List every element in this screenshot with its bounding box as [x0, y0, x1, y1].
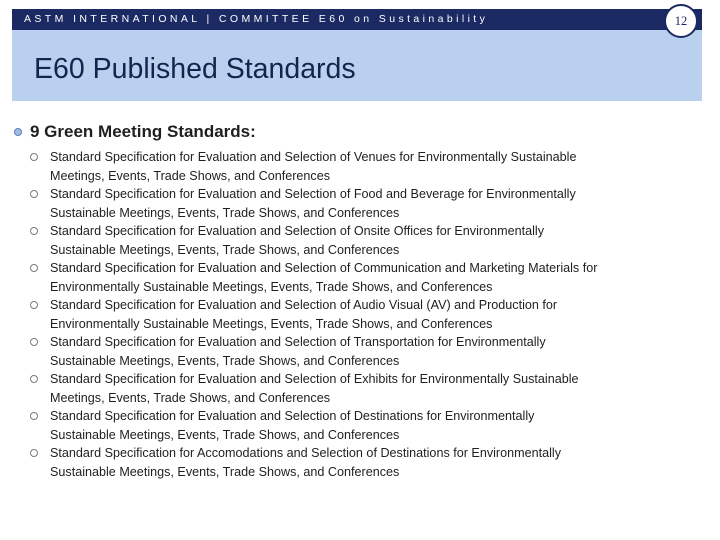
- list-item-line1: Standard Specification for Evaluation and Selection of Communication and Marketing Materials for: [50, 261, 598, 275]
- header-bar: [12, 9, 702, 30]
- list-item: [26, 333, 716, 370]
- list-item-line2: Environmentally Sustainable Meetings, Events, Trade Shows, and Conferences: [50, 316, 493, 331]
- list-item: [26, 185, 716, 222]
- list-item-line1: Standard Specification for Evaluation and Selection of Transportation for Environmentally: [50, 335, 546, 349]
- slide-number-badge: 12: [664, 4, 698, 38]
- list-item-line1: Standard Specification for Accomodations and Selection of Destinations for Environmentally: [50, 446, 562, 460]
- standards-list: [26, 148, 716, 481]
- list-item-line2: Environmentally Sustainable Meetings, Events, Trade Shows, and Conferences: [50, 279, 493, 294]
- bullet-ring-icon: [30, 227, 38, 235]
- list-item-line2: Sustainable Meetings, Events, Trade Shows, and Conferences: [50, 464, 400, 479]
- page-title: E60 Published Standards: [34, 53, 356, 85]
- bullet-ring-icon: [30, 412, 38, 420]
- bullet-ring-icon: [30, 190, 38, 198]
- list-item-line2: Sustainable Meetings, Events, Trade Shows, and Conferences: [50, 242, 400, 257]
- title-band: [12, 30, 702, 101]
- bullet-ring-icon: [30, 338, 38, 346]
- list-item: [26, 222, 716, 259]
- list-item: [26, 370, 716, 407]
- list-item-line1: Standard Specification for Evaluation and Selection of Destinations for Environmentally: [50, 409, 535, 423]
- list-item-line1: Standard Specification for Evaluation and Selection of Audio Visual (AV) and Production for: [50, 298, 558, 312]
- header-banner-text: ASTM INTERNATIONAL | COMMITTEE E60 on Sustainability: [24, 13, 489, 25]
- list-item: [26, 407, 716, 444]
- list-item-line2: Sustainable Meetings, Events, Trade Shows, and Conferences: [50, 427, 400, 442]
- list-item-line2: Sustainable Meetings, Events, Trade Shows, and Conferences: [50, 353, 400, 368]
- list-item: [26, 296, 716, 333]
- list-item-line1: Standard Specification for Evaluation and Selection of Exhibits for Environmentally Sustainable: [50, 372, 579, 386]
- list-item-line1: Standard Specification for Evaluation and Selection of Food and Beverage for Environmentally: [50, 187, 576, 201]
- list-item-line2: Meetings, Events, Trade Shows, and Conferences: [50, 168, 331, 183]
- list-item-line1: Standard Specification for Evaluation and Selection of Onsite Offices for Environmentally: [50, 224, 544, 238]
- list-item: [26, 444, 716, 481]
- bullet-ring-icon: [30, 449, 38, 457]
- bullet-ring-icon: [30, 153, 38, 161]
- bullet-dot-icon: [14, 128, 22, 136]
- main-bullet-text: 9 Green Meeting Standards:: [30, 122, 256, 141]
- list-item: [26, 259, 716, 296]
- bullet-ring-icon: [30, 375, 38, 383]
- list-item-line2: Meetings, Events, Trade Shows, and Conferences: [50, 390, 331, 405]
- bullet-ring-icon: [30, 301, 38, 309]
- list-item-line2: Sustainable Meetings, Events, Trade Shows, and Conferences: [50, 205, 400, 220]
- list-item: [26, 148, 716, 185]
- list-item-line1: Standard Specification for Evaluation and Selection of Venues for Environmentally Sustainable: [50, 150, 577, 164]
- bullet-ring-icon: [30, 264, 38, 272]
